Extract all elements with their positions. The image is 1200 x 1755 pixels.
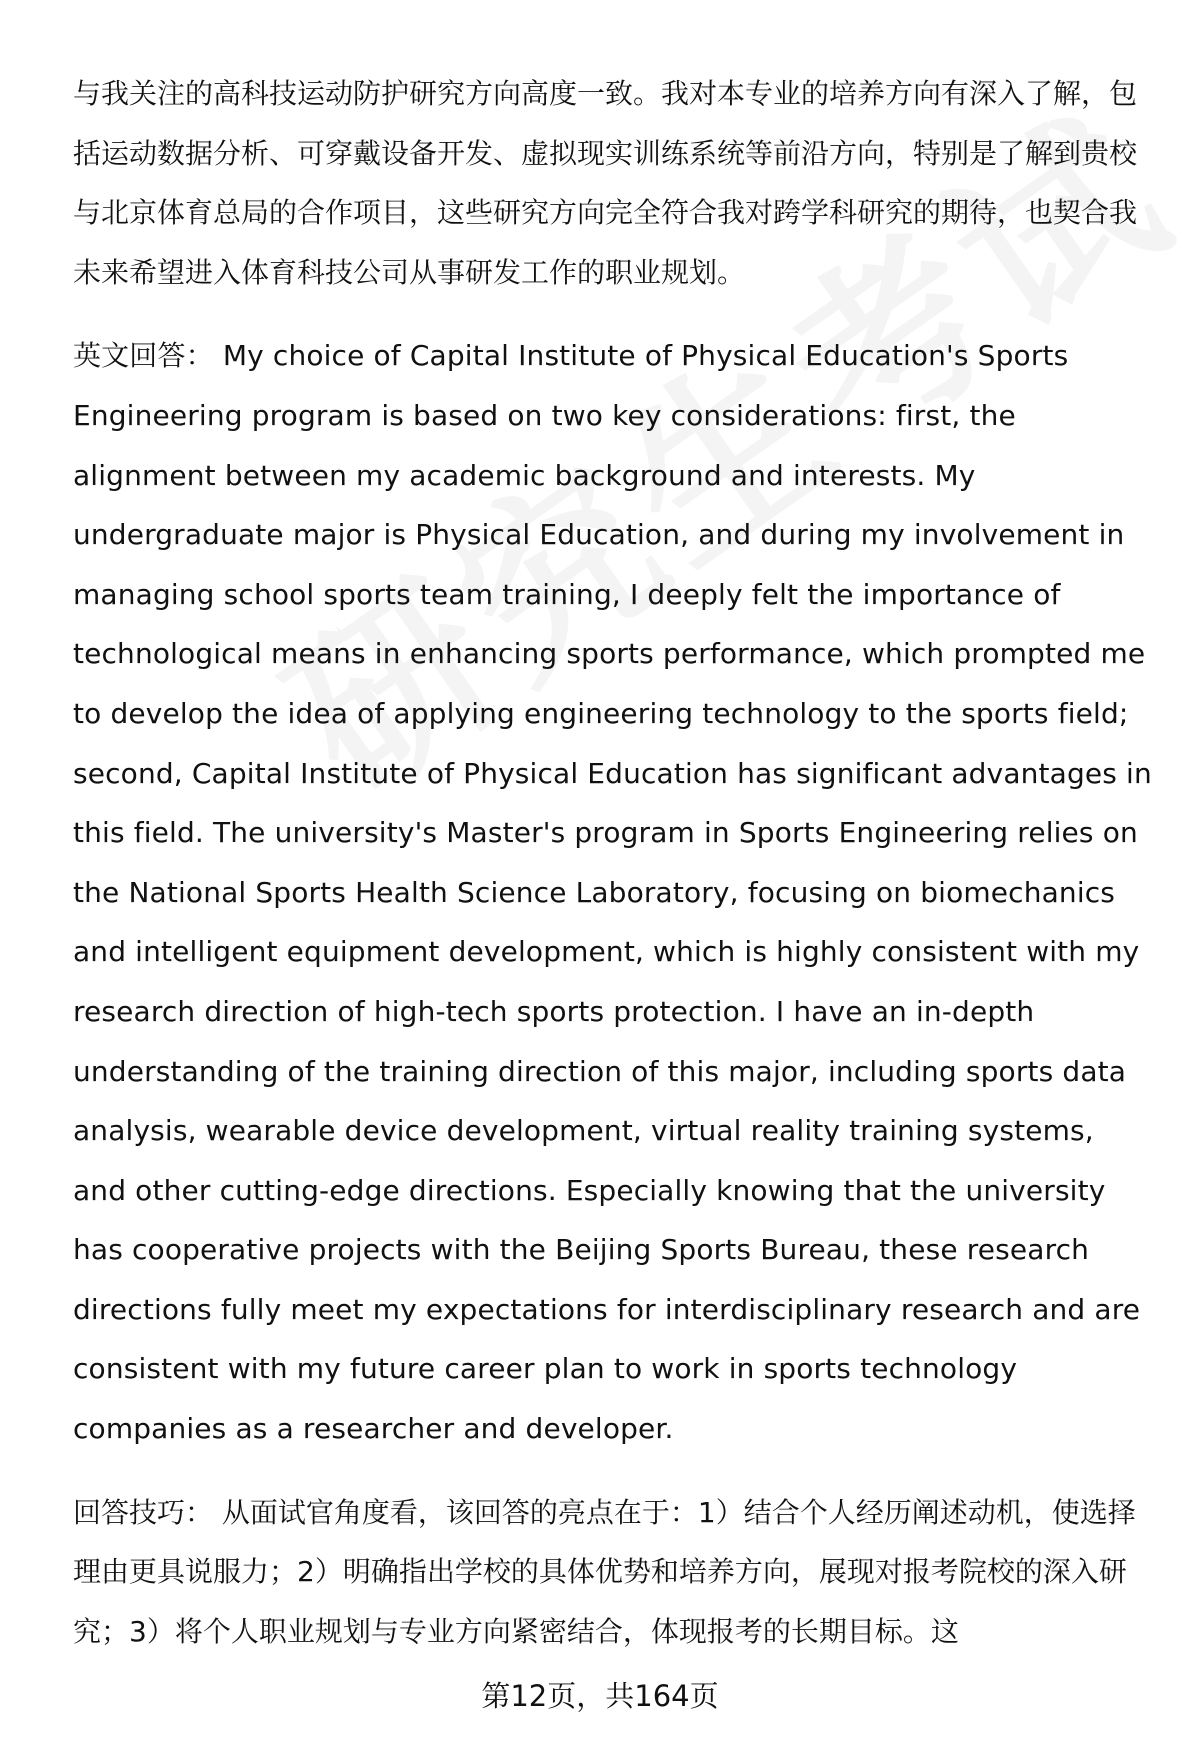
english-answer-label: 英文回答： bbox=[73, 339, 214, 373]
answer-tips-paragraph bbox=[73, 1483, 1153, 1662]
answer-tips-text: 从面试官角度看，该回答的亮点在于：1）结合个人经历阐述动机，使选择理由更具说服力；2）明确指出学校的具体优势和培养方向，展现对报考院校的深入研究；3）将个人职业规划与专业方向紧密结合，体现报考的长期目标。这 bbox=[73, 1495, 1136, 1648]
paragraph-text: 与我关注的高科技运动防护研究方向高度一致。我对本专业的培养方向有深入了解，包括运动数据分析、可穿戴设备开发、虚拟现实训练系统等前沿方向，特别是了解到贵校与北京体育总局的合作项目，这些研究方向完全符合我对跨学科研究的期待，也契合我未来希望进入体育科技公司从事研发工作的职业规划。 bbox=[73, 77, 1138, 289]
paragraph-continuation bbox=[73, 64, 1153, 302]
page-content bbox=[73, 64, 1153, 1661]
answer-tips-label: 回答技巧： bbox=[73, 1495, 214, 1529]
page-number-footer: 第12页，共164页 bbox=[481, 1679, 719, 1713]
english-answer-paragraph bbox=[73, 326, 1153, 1458]
english-answer-text: My choice of Capital Institute of Physical Education's Sports Engineering program is based on two key considerations: first, the alignment between my academic background and interests. My undergraduate major is Physical Education, and during my involvement in managing school sports team training, I deeply felt the importance of technological means in enhancing sports performance, which prompted me to develop the idea of applying engineering technology to the sports field; second, Capital Institute of Physical Education has significant advantages in this field. The university's Master's program in Sports Engineering relies on the National Sports Health Science Laboratory, focusing on biomechanics and intelligent equipment development, which is highly consistent with my research direction of high-tech sports protection. I have an in-depth understanding of the training direction of this major, including sports data analysis, wearable device development, virtual reality training systems, and other cutting-edge directions. Especially knowing that the university has cooperative projects with the Beijing Sports Bureau, these research directions fully meet my expectations for interdisciplinary research and are consistent with my future career plan to work in sports technology companies as a researcher and developer. bbox=[73, 339, 1152, 1446]
